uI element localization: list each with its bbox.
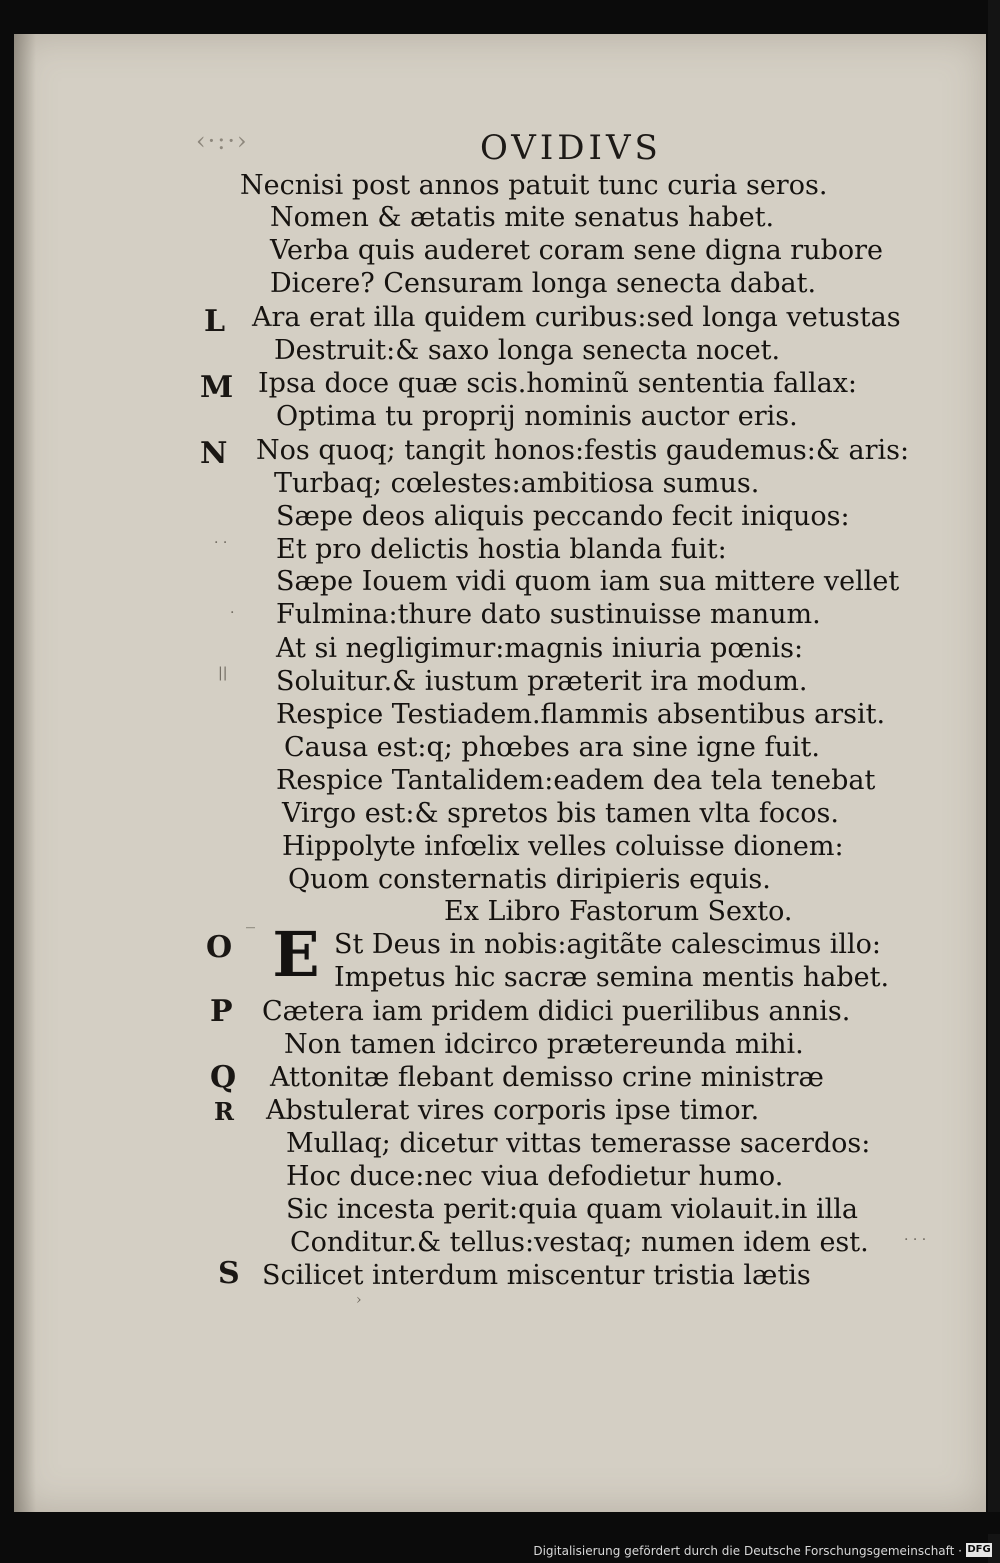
verse-line: Causa est:q; phœbes ara sine igne fuit. [284, 732, 820, 763]
verse-line: Respice Tantalidem:eadem dea tela tenebat [276, 765, 876, 796]
faint-marks: · [230, 605, 235, 621]
verse-line: Et pro delictis hostia blanda fuit: [276, 534, 727, 565]
verse-line: Mullaq; dicetur vittas temerasse sacerdos: [286, 1128, 871, 1159]
verse-line: Soluitur.& iustum præterit ira modum. [276, 666, 808, 697]
faint-marks: ‾ [246, 925, 255, 946]
margin-letter-l: L [204, 304, 226, 339]
margin-letter-n: N [200, 436, 228, 471]
verse-line: Cætera iam pridem didici puerilibus annis. [262, 996, 851, 1027]
faint-marks: || [218, 665, 228, 681]
section-heading: Ex Libro Fastorum Sexto. [444, 896, 793, 927]
verse-line: Hoc duce:nec viua defodietur humo. [286, 1161, 784, 1192]
verse-line: Virgo est:& spretos bis tamen vlta focos. [282, 798, 839, 829]
verse-line: Sic incesta perit:quia quam violauit.in illa [286, 1194, 858, 1225]
verse-line: Scilicet interdum miscentur tristia lætis [262, 1260, 811, 1291]
header-ornament: ‹·:·› [196, 127, 249, 155]
margin-letter-r: R [214, 1097, 234, 1126]
verse-line: Nos quoq; tangit honos:festis gaudemus:& aris: [256, 435, 910, 466]
verse-line: St Deus in nobis:agitãte calescimus illo: [334, 929, 882, 960]
scan-frame [988, 0, 1000, 1563]
verse-line: Respice Testiadem.flammis absentibus arsit. [276, 699, 886, 730]
verse-line: Abstulerat vires corporis ipse timor. [266, 1095, 760, 1126]
verse-line: Necnisi post annos patuit tunc curia seros. [240, 170, 828, 201]
verse-line: Sæpe Iouem vidi quom iam sua mittere vellet [276, 566, 900, 597]
verse-line: Ara erat illa quidem curibus:sed longa vetustas [252, 302, 901, 333]
margin-letter-m: M [200, 370, 234, 405]
margin-letter-q: Q [210, 1060, 237, 1095]
page-gutter-shadow [14, 34, 36, 1512]
verse-line: Non tamen idcirco prætereunda mihi. [284, 1029, 804, 1060]
running-title: OVIDIVS [480, 128, 662, 168]
verse-line: Turbaq; cœlestes:ambitiosa sumus. [274, 468, 760, 499]
dfg-logo: DFG [967, 1544, 991, 1555]
verse-line: Fulmina:thure dato sustinuisse manum. [276, 599, 821, 630]
verse-line: Optima tu proprij nominis auctor eris. [276, 401, 798, 432]
drop-cap: E [272, 918, 320, 991]
verse-line: Dicere? Censuram longa senecta dabat. [270, 268, 817, 299]
margin-letter-p: P [210, 994, 233, 1029]
verse-line: Verba quis auderet coram sene digna rubore [270, 235, 884, 266]
verse-line: Ipsa doce quæ scis.hominũ sententia fallax: [258, 368, 858, 399]
verse-line: Conditur.& tellus:vestaq; numen idem est. [290, 1227, 869, 1258]
verse-line: Quom consternatis diripieris equis. [288, 864, 771, 895]
faint-marks: · · [214, 535, 228, 551]
verse-line: Attonitæ flebant demisso crine ministræ [270, 1062, 824, 1093]
verse-line: Sæpe deos aliquis peccando fecit iniquos: [276, 501, 850, 532]
funding-credit: Digitalisierung gefördert durch die Deutsche Forschungsgemeinschaft · [533, 1544, 962, 1558]
verse-line: Impetus hic sacræ semina mentis habet. [334, 962, 890, 993]
verse-line: Hippolyte infœlix velles coluisse dionem: [282, 831, 844, 862]
margin-letter-s: S [218, 1256, 240, 1291]
verse-line: Nomen & ætatis mite senatus habet. [270, 202, 775, 233]
verse-line: At si negligimur:magnis iniuria pœnis: [276, 633, 804, 664]
verse-line: Destruit:& saxo longa senecta nocet. [274, 335, 781, 366]
scan-bottom-border [0, 1512, 1000, 1534]
margin-letter-o: O [206, 930, 233, 965]
faint-marks: › [356, 1292, 362, 1308]
faint-marks: · · · [904, 1232, 927, 1248]
